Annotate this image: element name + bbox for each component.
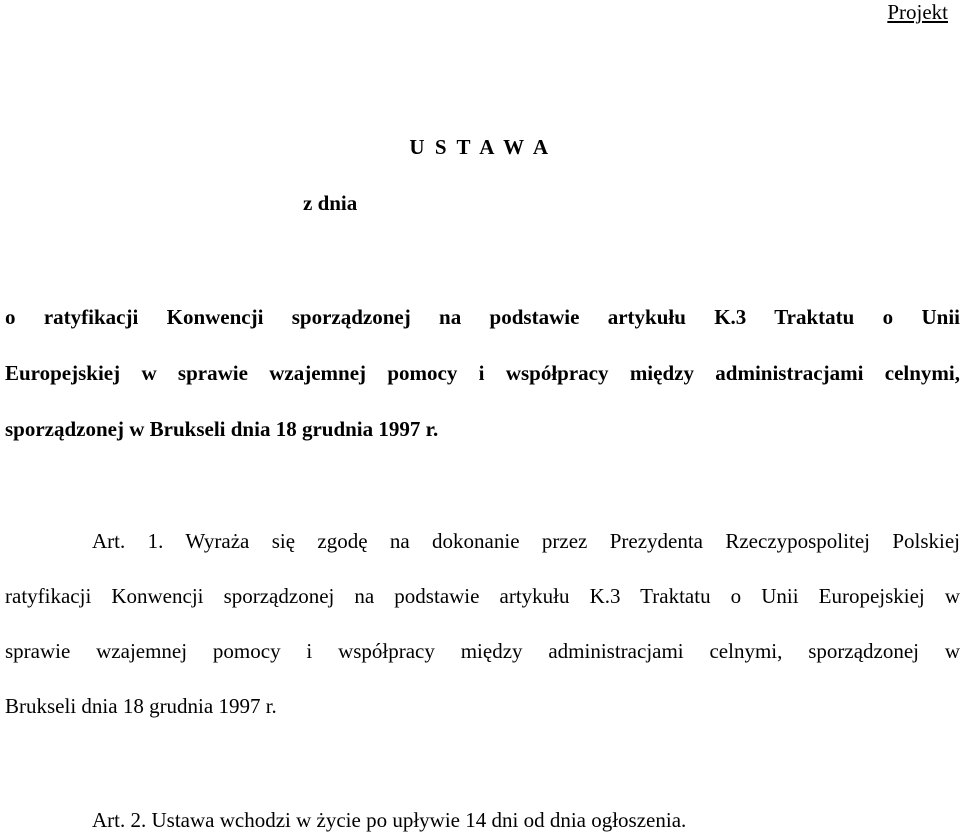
act-title-line: Europejskiej w sprawie wzajemnej pomocy i współpracy między administracjami celnymi,	[5, 361, 960, 385]
act-title-line: sporządzonej w Brukseli dnia 18 grudnia 1997 r.	[5, 417, 439, 441]
article-1	[5, 527, 960, 747]
article-1-line: Brukseli dnia 18 grudnia 1997 r.	[5, 694, 277, 718]
act-date-line: z dnia	[303, 191, 358, 215]
article-1-line: Art. 1. Wyraża się zgodę na dokonanie przez Prezydenta Rzeczypospolitej Polskiej	[92, 529, 960, 553]
act-title-line: o ratyfikacji Konwencji sporządzonej na podstawie artykułu K.3 Traktatu o Unii	[5, 305, 960, 329]
act-title	[5, 303, 960, 471]
act-heading: U S T A W A	[409, 135, 551, 159]
article-2: Art. 2. Ustawa wchodzi w życie po upływie 14 dni od dnia ogłoszenia.	[92, 808, 687, 832]
draft-label: Projekt	[887, 0, 948, 24]
article-1-line: ratyfikacji Konwencji sporządzonej na podstawie artykułu K.3 Traktatu o Unii Europejskiej w	[5, 584, 960, 608]
article-1-line: sprawie wzajemnej pomocy i współpracy między administracjami celnymi, sporządzonej w	[5, 639, 960, 663]
